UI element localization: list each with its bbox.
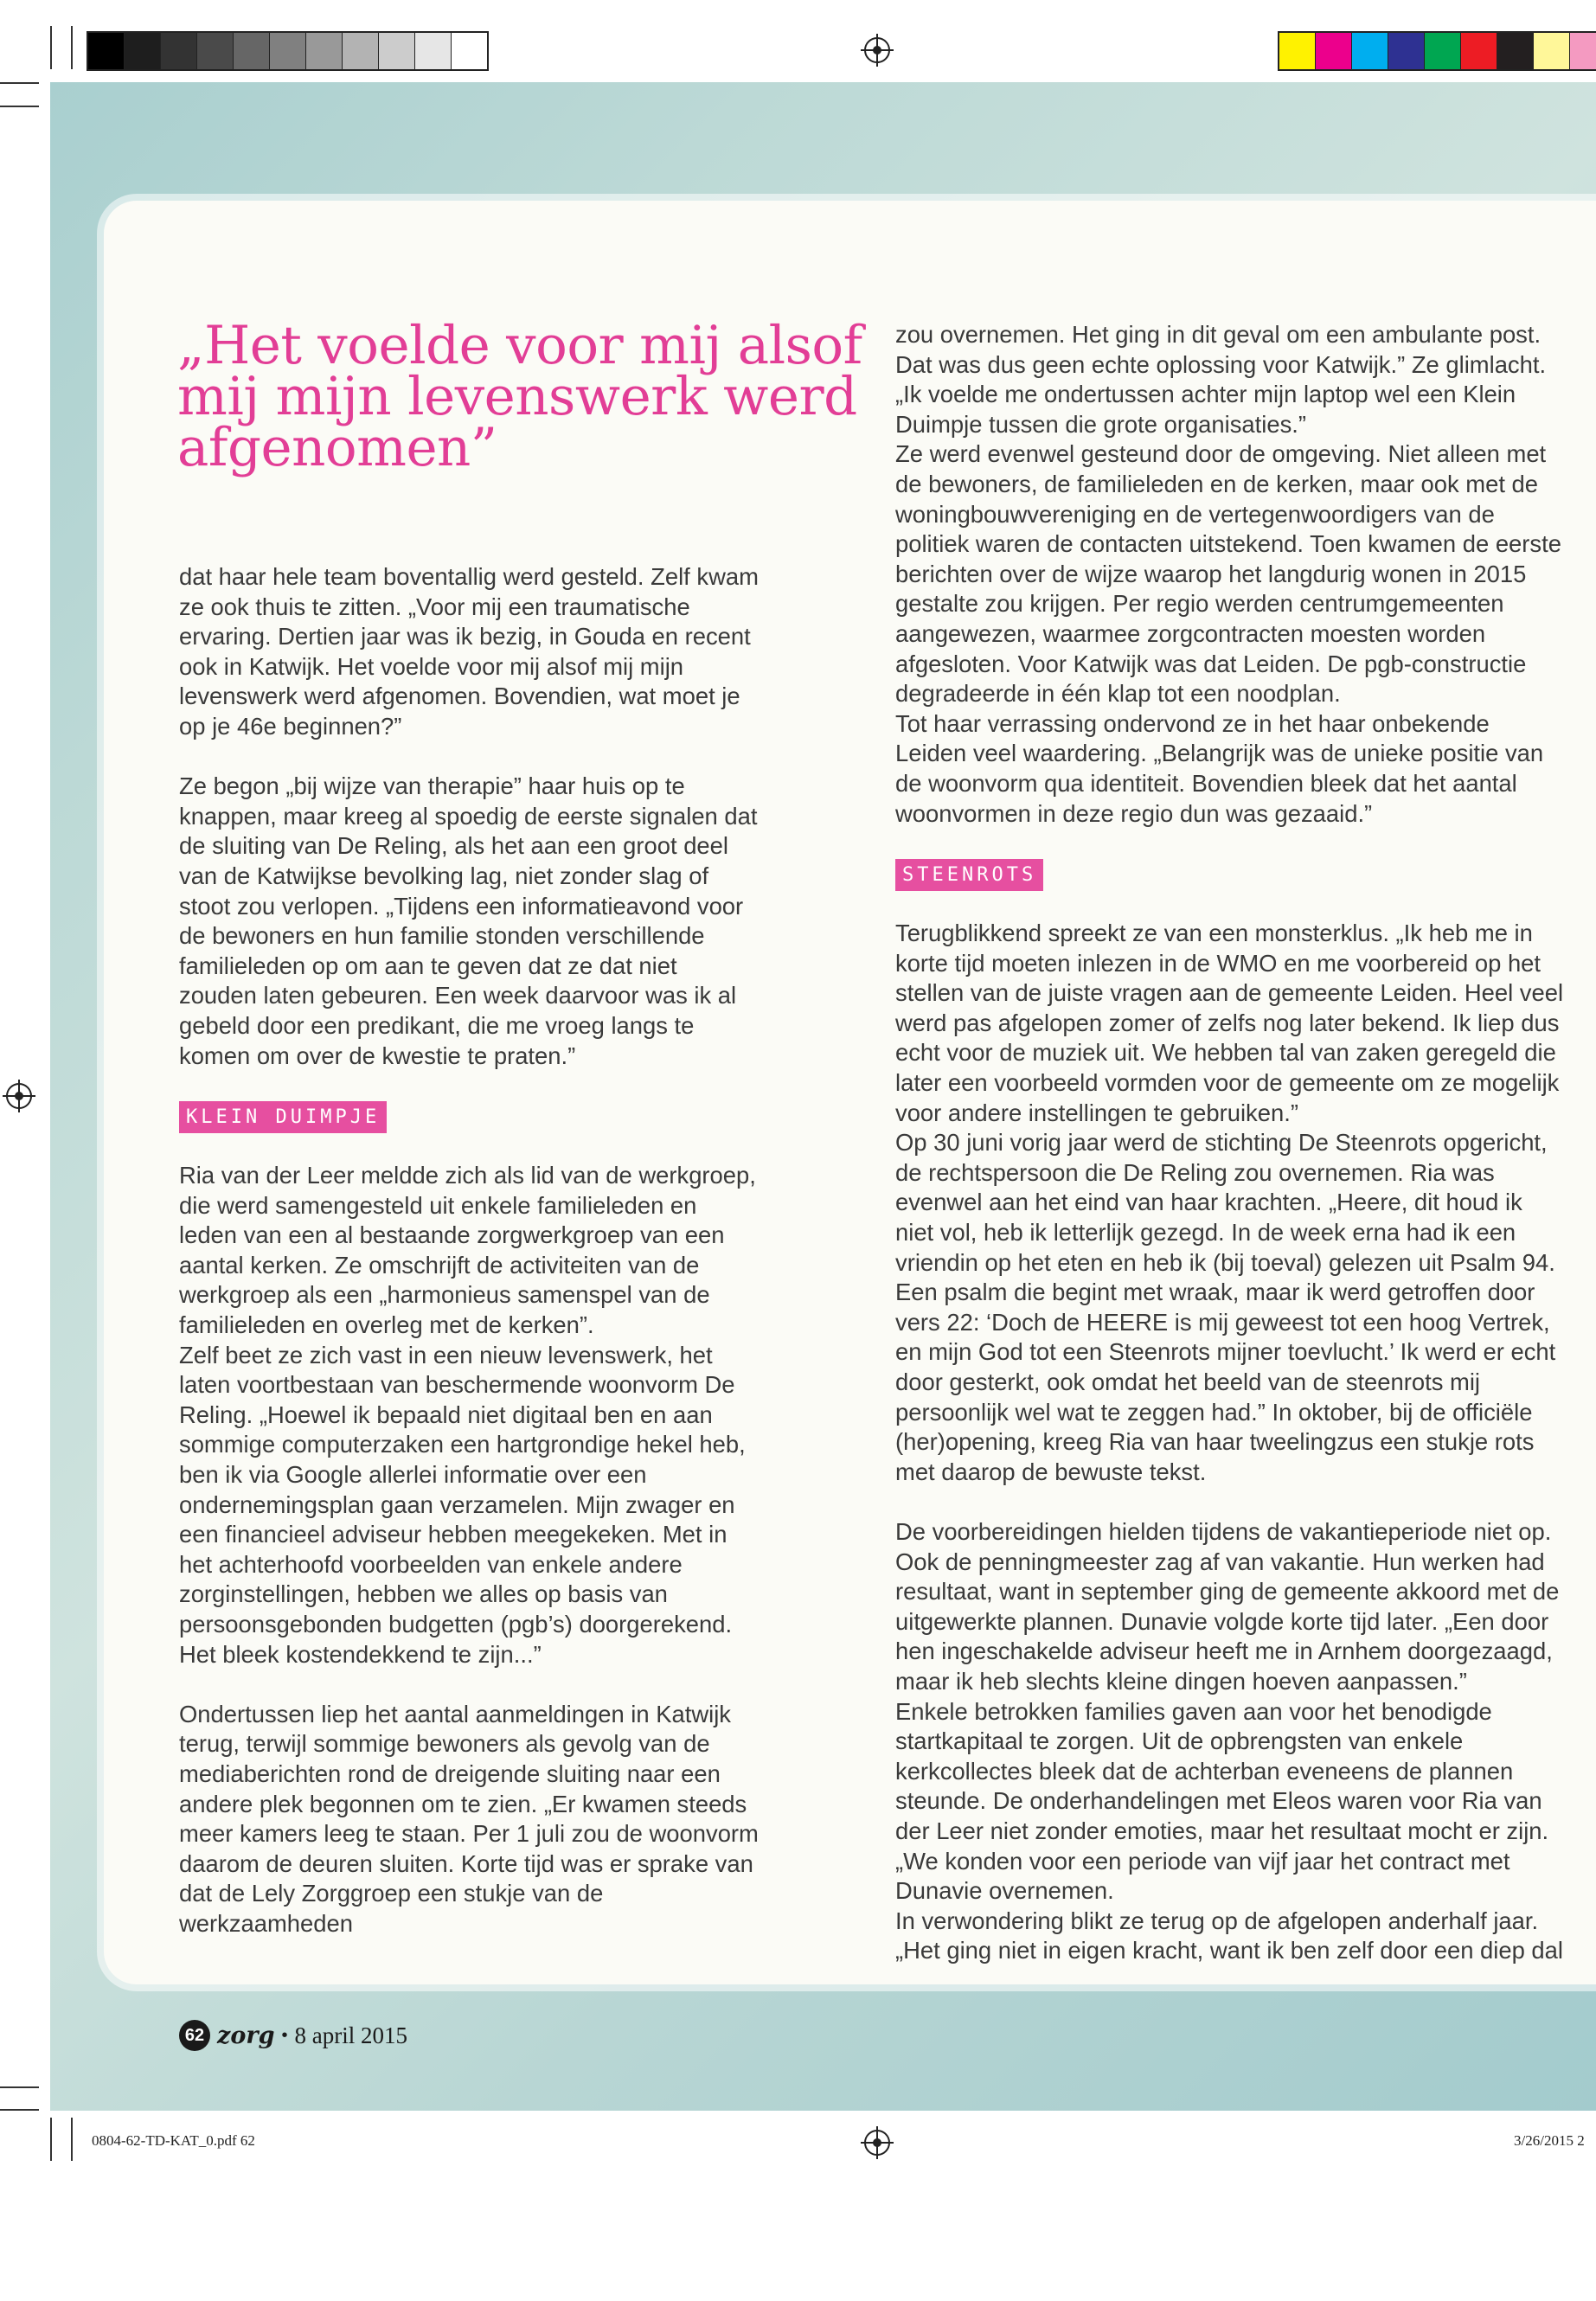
subheading-klein-duimpje: KLEIN DUIMPJE (179, 1100, 760, 1131)
process-color-swatch (1352, 33, 1388, 69)
crop-mark-bottom-left-h (0, 2109, 39, 2111)
process-color-swatch (1497, 33, 1534, 69)
gray-swatch (306, 33, 343, 69)
paragraph: Enkele betrokken families gaven aan voor het benodigde startkapitaal te zorgen. Uit de opbrengsten van enkele kerkcollectes bleek dat de achterban eveneens de plannen steunde. De onderhandelingen met Eleos waren voor Ria van der Leer niet zonder emoties, maar het resultaat mocht er zijn. „We konden voor een periode van vijf jaar het contract met Dunavie overnemen. (895, 1697, 1549, 1905)
grayscale-color-bar (87, 31, 489, 71)
gray-swatch (197, 33, 234, 69)
issue-date: 8 april 2015 (294, 2022, 407, 2048)
gray-swatch (379, 33, 415, 69)
page-number-badge: 62 (179, 2020, 210, 2051)
process-color-bar (1278, 31, 1596, 71)
paragraph: In verwondering blikt ze terug op de afgelopen anderhalf jaar. „Het ging niet in eigen kracht, want ik ben zelf door een diep dal (895, 1907, 1563, 1965)
crop-mark-top-left-h2 (0, 106, 39, 107)
right-column (895, 320, 1566, 1966)
gray-swatch (161, 33, 197, 69)
paragraph: Ze begon „bij wijze van therapie” haar huis op te knappen, maar kreeg al spoedig de eerste signalen dat de sluiting van De Reling, als het aan een groot deel van de Katwijkse bevolking lag, niet zonder slag of stoot zou verlopen. „Tijdens een informatieavond voor de bewoners en hun familie stonden verschillende familieleden op om aan te geven dat ze dat niet zouden laten gebeuren. Een week daarvoor was ik al gebeld door een predikant, die me vroeg langs te komen om over de kwestie te praten.” (179, 772, 758, 1069)
left-column (179, 562, 760, 1939)
slug-date: 3/26/2015 2 (1514, 2132, 1585, 2149)
paragraph: Tot haar verrassing ondervond ze in het haar onbekende Leiden veel waardering. „Belangrijk was de unieke positie van de woonvorm qua identiteit. Bovendien bleek dat het aantal woonvormen in deze regio dun was gezaaid.” (895, 709, 1544, 827)
paragraph: Ria van der Leer meldde zich als lid van de werkgroep, die werd samengesteld uit enkele familieleden en leden van een al bestaande zorgwerkgroep van een aantal kerken. Ze omschrijft de activiteiten van de werkgroep als een „harmonieus samenspel van de familieleden en overleg met de kerken”. (179, 1162, 756, 1339)
crop-mark-bottom-left-v2 (71, 2118, 73, 2161)
page-footer (179, 2020, 407, 2051)
paragraph: Zelf beet ze zich vast in een nieuw levenswerk, het laten voortbestaan van beschermende woonvorm De Reling. „Hoewel ik bepaald niet digitaal ben en aan sommige computerzaken een hartgrondige hekel heb, ben ik via Google allerlei informatie over een ondernemingsplan gaan verzamelen. Mijn zwager en een financieel adviseur hebben meegekeken. Met in het achterhoofd voorbeelden van enkele andere zorginstellingen, hebben we alles op basis van persoonsgebonden budgetten (pgb’s) doorgerekend. Het bleek kostendekkend te zijn...” (179, 1341, 746, 1668)
gray-swatch (343, 33, 379, 69)
process-color-swatch (1461, 33, 1497, 69)
process-color-swatch (1570, 33, 1596, 69)
paragraph: Ondertussen liep het aantal aanmeldingen in Katwijk terug, terwijl sommige bewoners als gevolg van de mediaberichten rond de dreigende sluiting naar een andere plek begonnen om te zien. „Er kwamen steeds meer kamers leeg te staan. Per 1 juli zou de woonvorm daarom de deuren sluiten. Korte tijd was er sprake van dat de Lely Zorggroep een stukje van de werkzaamheden (179, 1700, 759, 1937)
paragraph: Ze werd evenwel gesteund door de omgeving. Niet alleen met de bewoners, de familieleden en de kerken, maar ook met de woningbouwvereniging en de vertegenwoordigers van de politiek waren de contacten uitstekend. Toen kwamen de eerste berichten over de wijze waarop het langdurig wonen in 2015 gestalte zou krijgen. Per regio werden centrumgemeenten aangewezen, waarmee zorgcontracten moesten worden afgesloten. Voor Katwijk was dat Leiden. De pgb-constructie degradeerde in één klap tot een noodplan. (895, 440, 1561, 708)
paragraph: dat haar hele team boventallig werd gesteld. Zelf kwam ze ook thuis te zitten. „Voor mij een traumatische ervaring. Dertien jaar was ik bezig, in Gouda en recent ook in Katwijk. Het voelde voor mij alsof mij mijn levenswerk werd afgenomen. Bovendien, wat moet je op je 46e beginnen?” (179, 563, 759, 740)
registration-mark-bottom (864, 2130, 890, 2156)
process-color-swatch (1279, 33, 1316, 69)
registration-mark-left (6, 1083, 32, 1109)
paragraph: De voorbereidingen hielden tijdens de vakantieperiode niet op. Ook de penningmeester zag af van vakantie. Hun werken had resultaat, want in september ging de gemeente akkoord met de uitgewerkte plannen. Dunavie volgde korte tijd later. „Een door hen ingeschakelde adviseur heeft me in Arnhem doorgezaagd, maar ik heb slechts kleine dingen hoeven aanpassen.” (895, 1517, 1560, 1695)
process-color-swatch (1425, 33, 1461, 69)
process-color-swatch (1388, 33, 1425, 69)
gray-swatch (452, 33, 487, 69)
process-color-swatch (1316, 33, 1352, 69)
pull-quote-headline: „Het voelde voor mij alsof mij mijn levenswerk werd afgenomen” (177, 315, 862, 478)
slug-filename: 0804-62-TD-KAT_0.pdf 62 (92, 2132, 255, 2149)
crop-mark-top-left-v2 (71, 26, 73, 69)
registration-mark-top (864, 37, 890, 63)
gray-swatch (125, 33, 161, 69)
crop-mark-bottom-left-v (50, 2118, 52, 2161)
gray-swatch (415, 33, 452, 69)
paragraph: zou overnemen. Het ging in dit geval om een ambulante post. Dat was dus geen echte oplossing voor Katwijk.” Ze glimlacht. „Ik voelde me ondertussen achter mijn laptop wel een Klein Duimpje tussen die grote organisaties.” (895, 321, 1547, 438)
paragraph: Op 30 juni vorig jaar werd de stichting De Steenrots opgericht, de rechtspersoon die De Reling zou overnemen. Ria was evenwel aan het eind van haar krachten. „Heere, dit houd ik niet vol, heb ik letterlijk gezegd. In de week erna had ik een vriendin op het eten en heb ik (bij toeval) gelezen uit Psalm 94. Een psalm die begint met wraak, maar ik werd getroffen door vers 22: ‘Doch de HEERE is mij geweest tot een hoog Vertrek, en mijn God tot een Steenrots mijner toevlucht.’ Ik werd er echt door gesterkt, ook omdat het beeld van de steenrots mij persoonlijk wel wat te zeggen had.” In oktober, bij de officiële (her)opening, kreeg Ria van haar tweelingzus een stukje rots met daarop de bewuste tekst. (895, 1129, 1556, 1485)
paragraph: Terugblikkend spreekt ze van een monsterklus. „Ik heb me in korte tijd moeten inlezen in de WMO en me voorbereid op het stellen van de juiste vragen aan de gemeente Leiden. Heel veel werd pas afgelopen zomer of zelfs nog later bekend. Ik liep dus echt voor de muziek uit. We hebben tal van zaken geregeld die later een voorbeeld vormden voor de gemeente om ze mogelijk voor andere instellingen te gebruiken.” (895, 920, 1564, 1126)
gray-swatch (88, 33, 125, 69)
brand-logo-zorg: zorg (217, 2022, 275, 2049)
gray-swatch (270, 33, 306, 69)
gray-swatch (234, 33, 270, 69)
crop-mark-top-left-h (0, 82, 39, 84)
crop-mark-top-left-v (50, 26, 52, 69)
bullet-separator: • (281, 2025, 288, 2045)
subheading-steenrots: STEENROTS (895, 858, 1566, 889)
crop-mark-bottom-left-h2 (0, 2086, 39, 2088)
process-color-swatch (1534, 33, 1570, 69)
